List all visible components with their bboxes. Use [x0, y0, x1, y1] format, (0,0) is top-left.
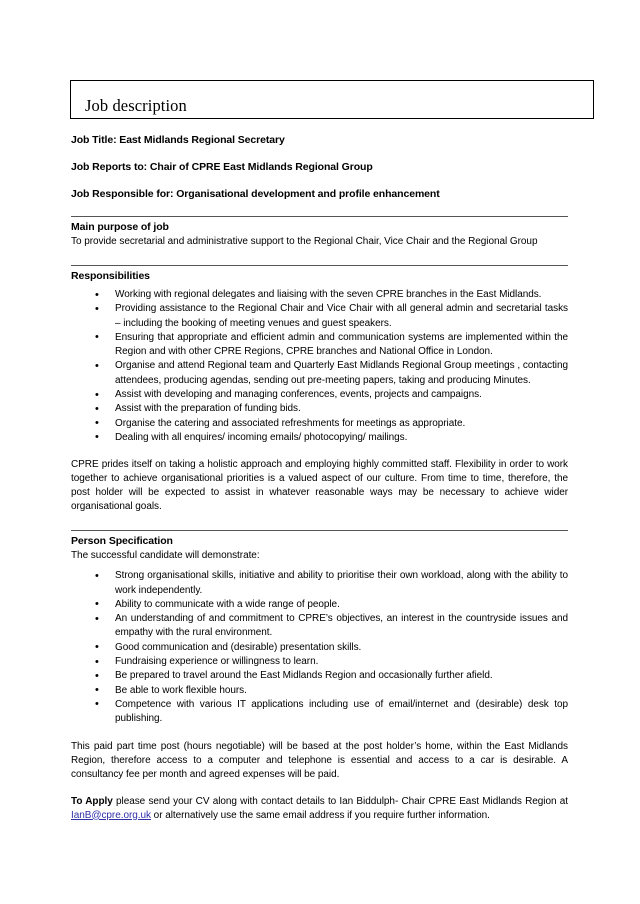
document-title-box [70, 80, 594, 119]
apply-label: To Apply [71, 795, 113, 807]
list-person-specification [71, 569, 568, 726]
section-divider-person-specification [71, 530, 568, 531]
list-item: • Dealing with all enquires/ incoming emails/ photocopying/ mailings. [71, 431, 568, 445]
list-item: • Ability to communicate with a wide range of people. [71, 598, 568, 612]
list-item: • Competence with various IT applications including use of email/internet and (desirable) desk top publishing. [71, 698, 568, 727]
list-item: • Assist with the preparation of funding bids. [71, 402, 568, 416]
text-main-purpose: To provide secretarial and administrative support to the Regional Chair, Vice Chair and the Regional Group [71, 236, 538, 247]
text-apply [71, 795, 568, 823]
text-terms: This paid part time post (hours negotiable) will be based at the post holder’s home, within the East Midlands Region, therefore access to a computer and telephone is essential and access to a car is desirable. A consultancy fee per month and agreed expenses will be paid. [71, 740, 568, 780]
list-item: • Be prepared to travel around the East Midlands Region and occasionally further afield. [71, 669, 568, 683]
list-item: • Assist with developing and managing conferences, events, projects and campaigns. [71, 388, 568, 402]
list-item: • Good communication and (desirable) presentation skills. [71, 641, 568, 655]
list-item: • Working with regional delegates and liaising with the seven CPRE branches in the East Midlands. [71, 288, 568, 302]
apply-text-before-email: please send your CV along with contact details to Ian Biddulph- Chair CPRE East Midlands Region at [112, 795, 568, 807]
list-item: • Organise the catering and associated refreshments for meetings as appropriate. [71, 417, 568, 431]
list-item: • Organise and attend Regional team and Quarterly East Midlands Regional Group meetings , contacting attendees, producing agendas, sending out pre-meeting papers, taking and producing Minutes. [71, 359, 568, 388]
text-responsibilities-closing: CPRE prides itself on taking a holistic approach and employing highly committed staff. Flexibility in order to work together to achieve organisational priorities is a valued aspect of our culture. From time to time, therefore, the post holder will be expected to assist in whatever reasonable ways may be necessary to achieve wider organisational goals. [71, 459, 568, 513]
list-item: • Fundraising experience or willingness to learn. [71, 655, 568, 669]
section-divider-responsibilities [71, 265, 568, 266]
list-item: • Ensuring that appropriate and efficient admin and communication systems are implemented within the Region and with other CPRE Regions, CPRE branches and National Office in London. [71, 331, 568, 360]
list-item: • Be able to work flexible hours. [71, 684, 568, 698]
heading-responsibilities: Responsibilities [71, 270, 150, 282]
heading-main-purpose: Main purpose of job [71, 221, 169, 233]
list-item: • An understanding of and commitment to CPRE’s objectives, an interest in the countryside issues and empathy with the rural environment. [71, 612, 568, 641]
document-content [71, 80, 568, 823]
list-responsibilities [71, 288, 568, 445]
field-job-responsible-for: Job Responsible for: Organisational development and profile enhancement [71, 188, 440, 200]
email-link[interactable]: IanB@cpre.org.uk [71, 809, 151, 821]
list-item: • Strong organisational skills, initiative and ability to prioritise their own workload, along with the ability to work independently. [71, 569, 568, 598]
text-person-specification-intro: The successful candidate will demonstrate: [71, 550, 260, 562]
heading-person-specification: Person Specification [71, 535, 173, 548]
field-job-title: Job Title: East Midlands Regional Secretary [71, 134, 285, 146]
page-title: Job description [85, 95, 187, 115]
apply-text-after-email: or alternatively use the same email address if you require further information. [150, 809, 490, 821]
list-item: • Providing assistance to the Regional Chair and Vice Chair with all general admin and secretarial tasks – including the booking of meeting venues and guest speakers. [71, 302, 568, 331]
section-divider-main-purpose [71, 216, 568, 217]
field-job-reports-to: Job Reports to: Chair of CPRE East Midlands Regional Group [71, 161, 373, 173]
